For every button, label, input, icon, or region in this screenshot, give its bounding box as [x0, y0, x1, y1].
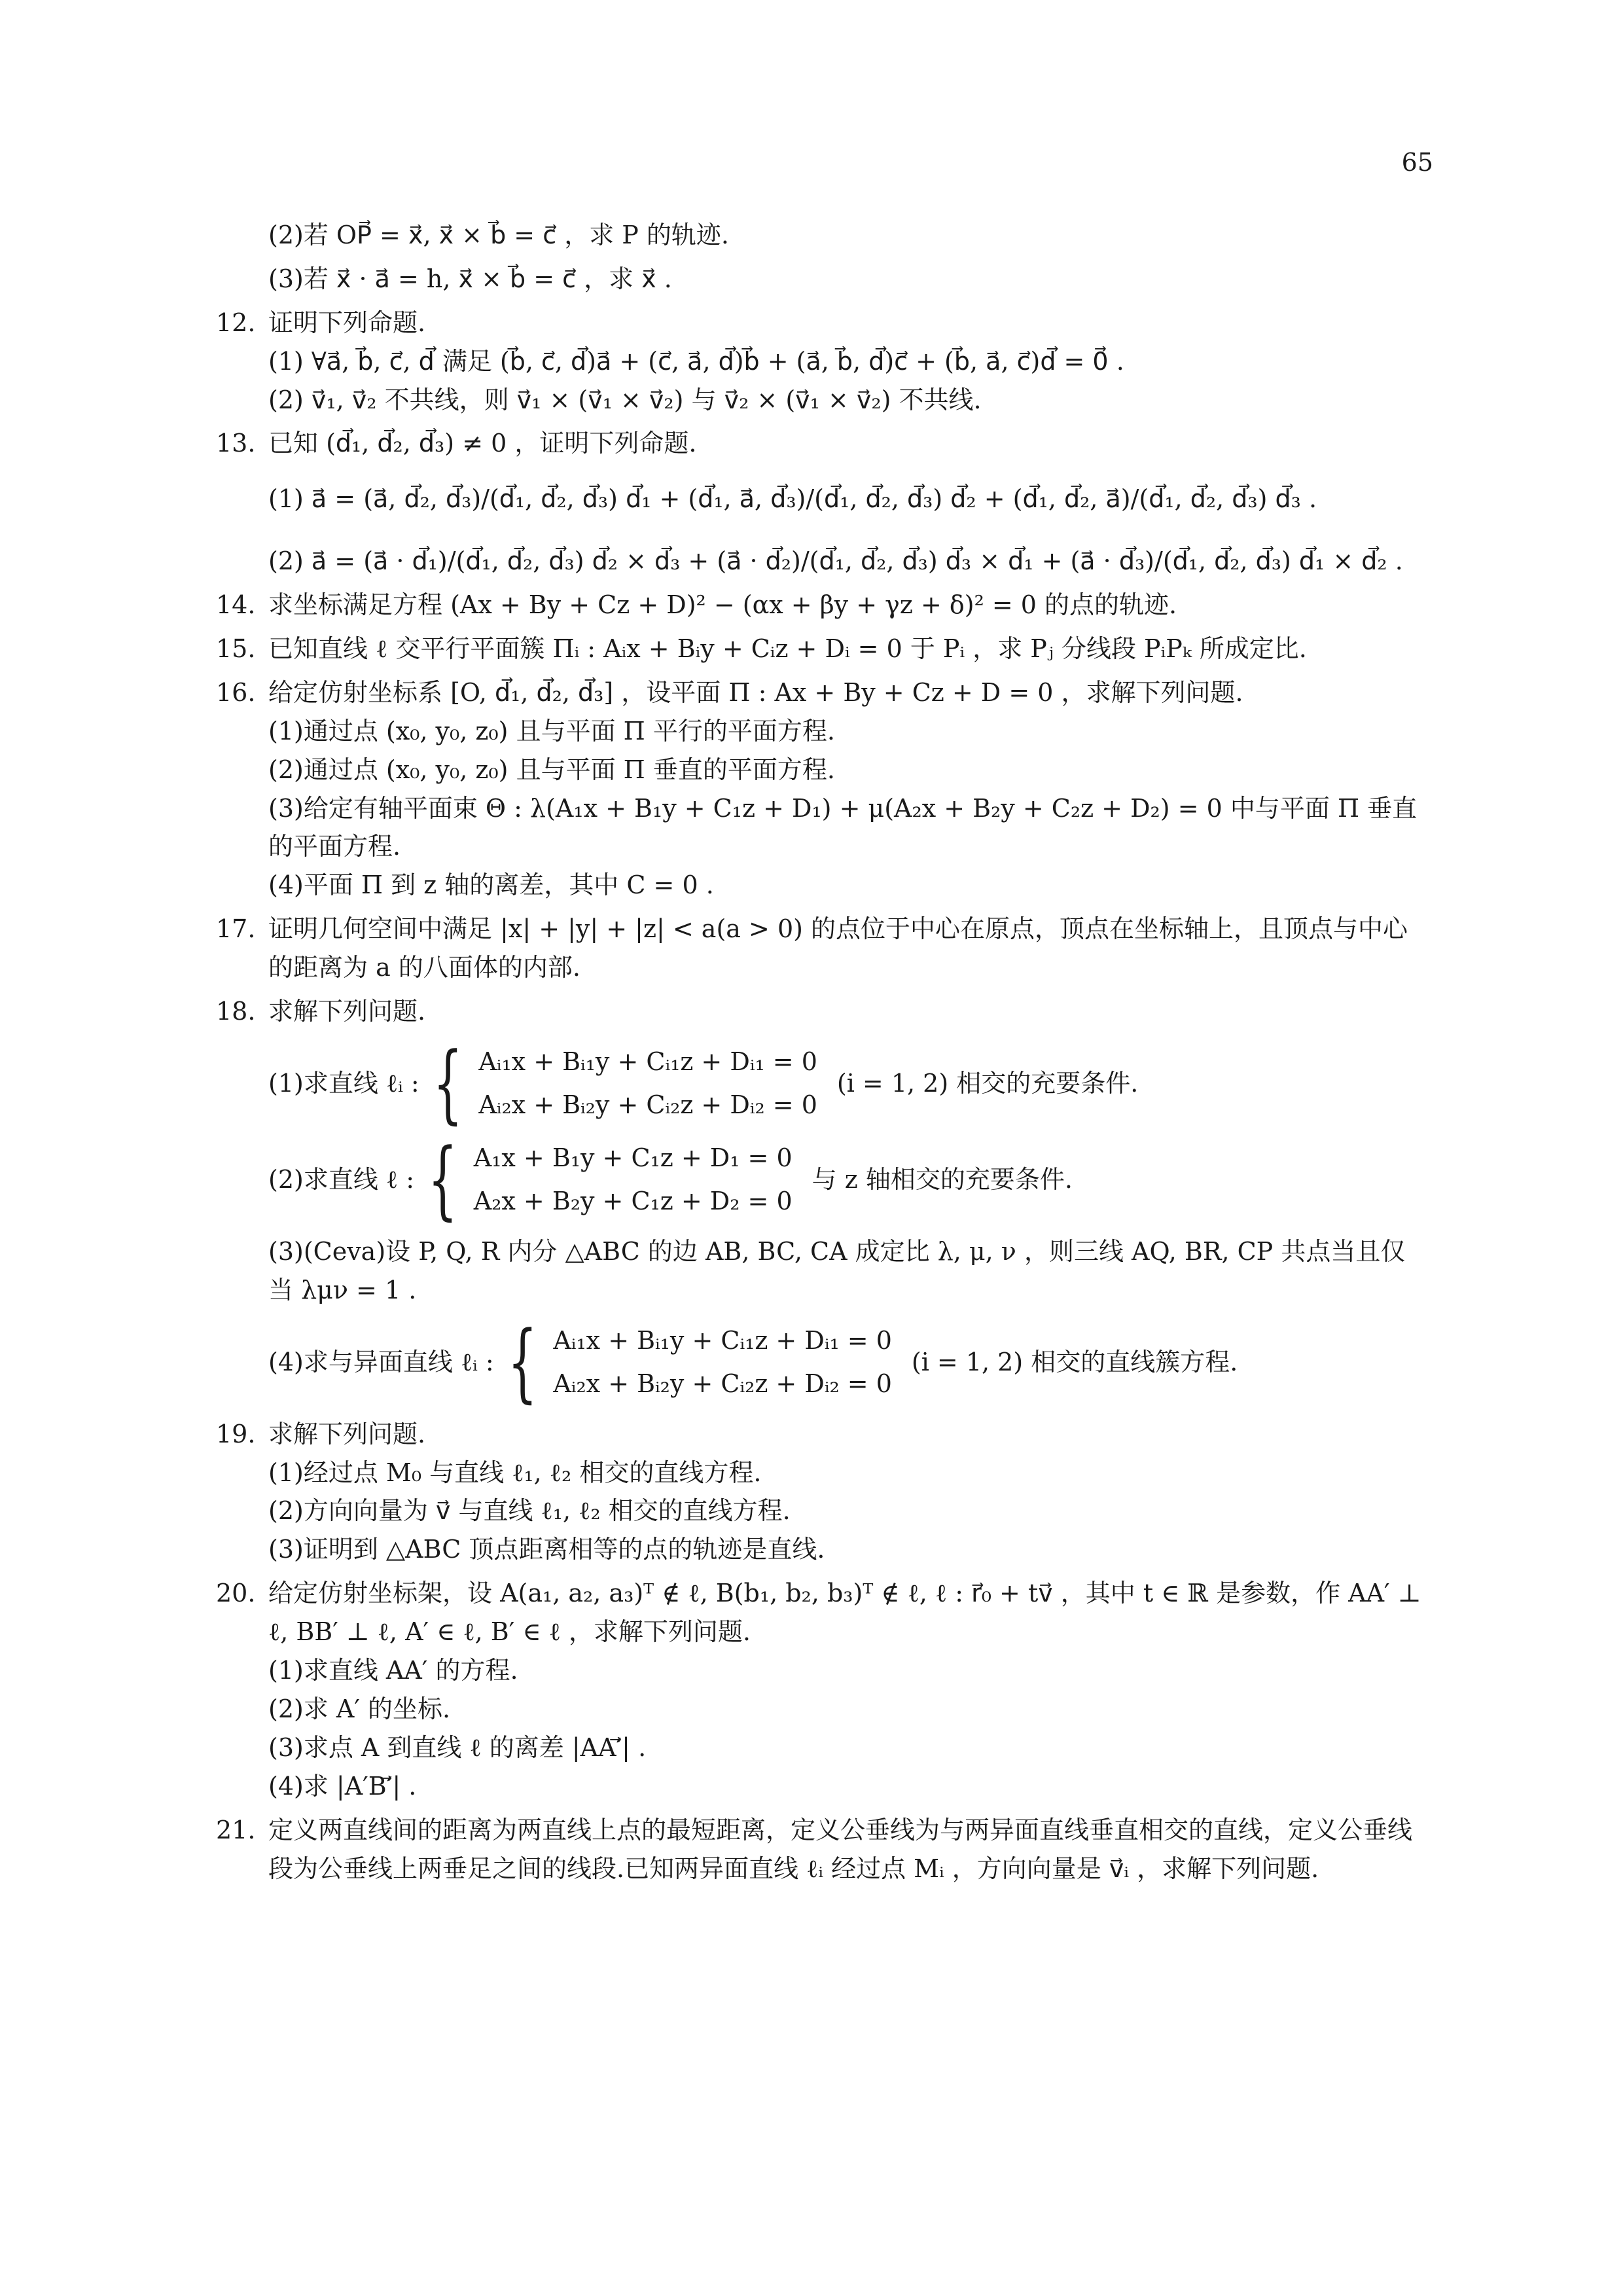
- problem-item: (2)求 A′ 的坐标.: [268, 1694, 451, 1723]
- system-tail: (i = 1, 2) 相交的充要条件.: [836, 1068, 1139, 1098]
- equation-system-2: [216, 1130, 1427, 1230]
- equation: Aᵢ₁x + Bᵢ₁y + Cᵢ₁z + Dᵢ₁ = 0: [478, 1047, 817, 1076]
- problem-number: 17.: [216, 914, 256, 944]
- cont-item-2: (2)若 OP⃗ = x⃗, x⃗ × b⃗ = c⃗ ，求 P 的轨迹.: [268, 221, 730, 249]
- problem-20: [216, 1574, 1427, 1805]
- problem-item: (1)求直线 AA′ 的方程.: [268, 1656, 518, 1685]
- system-label: (4)求与异面直线 ℓᵢ :: [268, 1347, 494, 1376]
- problem-item: (2) v⃗₁, v⃗₂ 不共线，则 v⃗₁ × (v⃗₁ × v⃗₂) 与 v⃗₂ × (v⃗₁ × v⃗₂) 不共线.: [268, 385, 982, 414]
- problem-title: 已知 (d⃗₁, d⃗₂, d⃗₃) ≠ 0 ，证明下列命题.: [268, 429, 697, 458]
- problem-number: 21.: [216, 1815, 256, 1844]
- problem-16: [216, 673, 1427, 905]
- problem-item: (3)(Ceva)设 P, Q, R 内分 △ABC 的边 AB, BC, CA 成定比 λ, μ, ν ，则三线 AQ, BR, CP 共点当且仅当 λμν = 1 .: [268, 1236, 1406, 1304]
- system-label: (2)求直线 ℓ :: [268, 1164, 414, 1194]
- problem-text: 定义两直线间的距离为两直线上点的最短距离，定义公垂线为与两异面直线垂直相交的直线，定义公垂线段为公垂线上两垂足之间的线段.已知两异面直线 ℓᵢ 经过点 Mᵢ ，方向向量是 v⃗ᵢ ，求解下列问题.: [268, 1815, 1413, 1883]
- equation: A₂x + B₂y + C₁z + D₂ = 0: [473, 1187, 793, 1216]
- equation: Aᵢ₂x + Bᵢ₂y + Cᵢ₂z + Dᵢ₂ = 0: [478, 1090, 817, 1120]
- problem-title: 求解下列问题.: [268, 1419, 426, 1448]
- problem-item: (4)求 |A′B′⃗| .: [268, 1771, 417, 1801]
- problem-title: 证明下列命题.: [268, 308, 426, 337]
- equation: Aᵢ₂x + Bᵢ₂y + Cᵢ₂z + Dᵢ₂ = 0: [553, 1369, 892, 1399]
- system-equations: [474, 1136, 793, 1223]
- problem-19: [216, 1415, 1427, 1570]
- system-equations: [478, 1040, 817, 1127]
- equation-system-1: [216, 1033, 1427, 1134]
- problem-item: (2) a⃗ = (a⃗ · d⃗₁)/(d⃗₁, d⃗₂, d⃗₃) d⃗₂ × d⃗₃ + (a⃗ · d⃗₂)/(d⃗₁, d⃗₂, d⃗₃) d⃗₃ × d⃗₁ + (a⃗ · d⃗₃)/(d⃗₁, d⃗₂, d⃗₃) d⃗₁ × d⃗₂ .: [268, 547, 1403, 576]
- cont-item-3: (3)若 x⃗ · a⃗ = h, x⃗ × b⃗ = c⃗ ，求 x⃗ .: [268, 264, 672, 293]
- left-brace: {: [427, 1130, 458, 1230]
- problem-item: (1)经过点 M₀ 与直线 ℓ₁, ℓ₂ 相交的直线方程.: [268, 1458, 762, 1487]
- problem-text: 证明几何空间中满足 |x| + |y| + |z| < a(a > 0) 的点位于中心在原点，顶点在坐标轴上，且顶点与中心的距离为 a 的八面体的内部.: [268, 914, 1408, 982]
- problem-number: 18.: [216, 997, 256, 1026]
- problem-text: 已知直线 ℓ 交平行平面簇 Πᵢ : Aᵢx + Bᵢy + Cᵢz + Dᵢ = 0 于 Pᵢ ，求 Pⱼ 分线段 PᵢPₖ 所成定比.: [268, 634, 1307, 664]
- problem-item: (4)平面 Π 到 z 轴的离差，其中 C = 0 .: [268, 870, 714, 900]
- problem-number: 13.: [216, 429, 256, 458]
- problem-item: (3)证明到 △ABC 顶点距离相等的点的轨迹是直线.: [268, 1535, 825, 1564]
- problem-12: [216, 304, 1427, 420]
- problem-21: [216, 1811, 1427, 1888]
- problem-number: 15.: [216, 634, 256, 664]
- problem-18-item-3: [216, 1232, 1427, 1310]
- problem-number: 12.: [216, 308, 256, 337]
- left-brace: {: [507, 1312, 537, 1412]
- problem-15: [216, 630, 1427, 668]
- problem-item: (1) a⃗ = (a⃗, d⃗₂, d⃗₃)/(d⃗₁, d⃗₂, d⃗₃) d⃗₁ + (d⃗₁, a⃗, d⃗₃)/(d⃗₁, d⃗₂, d⃗₃) d⃗₂ + (d⃗₁, d⃗₂, a⃗)/(d⃗₁, d⃗₂, d⃗₃) d⃗₃ .: [268, 484, 1317, 514]
- left-brace: {: [433, 1033, 463, 1134]
- equation: Aᵢ₁x + Bᵢ₁y + Cᵢ₁z + Dᵢ₁ = 0: [553, 1325, 892, 1355]
- problem-item: (3)给定有轴平面束 Θ : λ(A₁x + B₁y + C₁z + D₁) + μ(A₂x + B₂y + C₂z + D₂) = 0 中与平面 Π 垂直的平面方程.: [268, 793, 1418, 861]
- system-tail: 与 z 轴相交的充要条件.: [812, 1164, 1073, 1194]
- problem-17: [216, 910, 1427, 987]
- problem-item: (2)通过点 (x₀, y₀, z₀) 且与平面 Π 垂直的平面方程.: [268, 755, 835, 784]
- problem-number: 19.: [216, 1419, 256, 1448]
- problem-item: (1)通过点 (x₀, y₀, z₀) 且与平面 Π 平行的平面方程.: [268, 716, 835, 745]
- equation: A₁x + B₁y + C₁z + D₁ = 0: [473, 1143, 793, 1172]
- problem-number: 20.: [216, 1579, 256, 1608]
- system-label: (1)求直线 ℓᵢ :: [268, 1068, 419, 1098]
- page-number: 65: [1401, 148, 1433, 177]
- problem-item: (2)方向向量为 v⃗ 与直线 ℓ₁, ℓ₂ 相交的直线方程.: [268, 1496, 791, 1526]
- problem-number: 14.: [216, 590, 256, 620]
- problem-title: 给定仿射坐标系 [O, d⃗₁, d⃗₂, d⃗₃] ，设平面 Π : Ax + By + Cz + D = 0 ，求解下列问题.: [268, 677, 1243, 707]
- problem-title: 给定仿射坐标架，设 A(a₁, a₂, a₃)ᵀ ∉ ℓ, B(b₁, b₂, b₃)ᵀ ∉ ℓ, ℓ : r⃗₀ + tv⃗ ，其中 t ∈ ℝ 是参数，作 AA′ ⊥ ℓ, BB′ ⊥ ℓ, A′ ∈ ℓ, B′ ∈ ℓ ，求解下列问题.: [268, 1579, 1421, 1647]
- problem-title: 求解下列问题.: [268, 997, 426, 1026]
- equation-system-4: [216, 1312, 1427, 1412]
- page-body: [216, 216, 1427, 1893]
- problem-18: [216, 992, 1427, 1031]
- system-tail: (i = 1, 2) 相交的直线簇方程.: [911, 1347, 1238, 1376]
- problem-number: 16.: [216, 677, 256, 707]
- problem-text: 求坐标满足方程 (Ax + By + Cz + D)² − (αx + βy + γz + δ)² = 0 的点的轨迹.: [268, 590, 1177, 620]
- problem-13: [216, 424, 1427, 581]
- system-equations: [553, 1319, 892, 1406]
- problem-item: (1) ∀a⃗, b⃗, c⃗, d⃗ 满足 (b⃗, c⃗, d⃗)a⃗ + (c⃗, a⃗, d⃗)b⃗ + (a⃗, b⃗, d⃗)c⃗ + (b⃗, a⃗, c⃗)d⃗ = 0⃗ .: [268, 346, 1124, 376]
- problem-item: (3)求点 A 到直线 ℓ 的离差 |AA′⃗| .: [268, 1732, 647, 1762]
- problem-14: [216, 586, 1427, 624]
